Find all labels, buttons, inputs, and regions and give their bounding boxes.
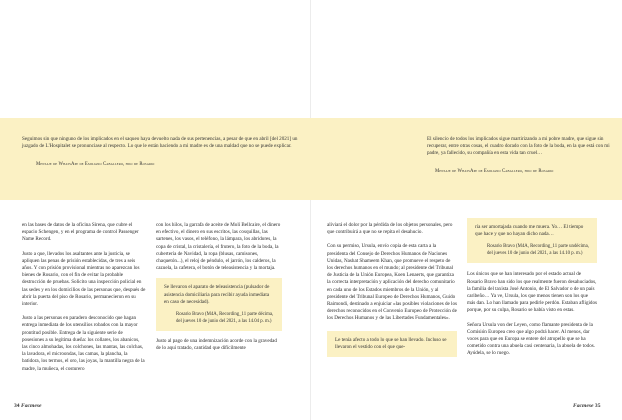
right-inset-top-signature: Rosario Bravo (M4A, Recording_11 parte undécima, del jueves 10 de junio del 2021, a las 14.10 p. m.)	[487, 244, 589, 257]
left-col2-paragraph: Justo al pago de una indemnización acorde con la gravedad de lo aquí tratado, cantidad que difícilmente	[156, 338, 277, 352]
left-column-2	[156, 222, 282, 352]
page-number: 34	[14, 403, 20, 409]
right-column-1	[327, 222, 457, 357]
left-col1-paragraph: Justo a que, llevados los asaltantes ante la justicia, se apliquen las penas de prisión establecidas, de tres a seis años. Y con prisión provisional mientras no aparezcan los bienes de Rosario, con el fin de evitar la probable destrucción de pruebas. Solicito una inspección policial en las sedes y en los domicilios de las personas que, después de abrir la puerta del piso de Rosario, permanecieron en su interior.	[22, 250, 146, 308]
left-quote-signature: Mensaje de WhatsApp de Emiliano Caballero, hijo de Rosario	[36, 162, 155, 167]
left-column-1	[22, 222, 146, 373]
right-col1-paragraph: aliviará el dolor por la pérdida de los objetos personales, pero que contribuirá a que no se repita el desahucio.	[327, 222, 453, 236]
left-inset-signature: Rosario Bravo (M4A, Recording_11 parte décima, del jueves 10 de junio del 2021, a las 14.04 p. m.)	[176, 312, 274, 325]
right-col2-paragraph: Señora Ursula von der Leyen, como flamante presidenta de la Comisión Europea creo que algo podrá hacer. Al menos, dar voces para que en Europa se entere del atropello que se ha cometido contra una abuela casi centenaria, la abuela de todos. Ayúdela, se lo ruego.	[467, 321, 595, 357]
right-footer	[573, 403, 601, 409]
right-inset-quote-box-top	[467, 218, 597, 263]
right-pull-quote-box	[311, 118, 622, 200]
magazine-name: Facmese	[21, 403, 42, 409]
left-footer	[14, 403, 42, 409]
left-inset-text: Se llevaron el aparato de teleasistencia (pulsador de asistencia domiciliaria para recibir ayuda inmediata en caso de necesidad).	[164, 284, 270, 305]
right-quote-signature: Mensaje de WhatsApp de Emiliano Caballero, hijo de Rosario	[435, 169, 554, 174]
right-inset-bottom-text: Le tenía afecto a todo lo que se han llevado. Incluso se llevaron el vestido con el que que-	[335, 336, 447, 350]
left-col1-paragraph: Justo a las personas en paradero desconocido que hagan entrega inmediata de los utensilios robados con la mayor prontitud posible. Entrega de la siguiente serie de posesiones a su legítima dueña: los collares, los abanicos, las cinco almohadas, los colchones, las mantas, las colchas, la lavadora, el microondas, las camas, la plancha, la batidora, los termos, el oro, las joyas, la mantilla negra de la madre, la muñeca, el costurero	[22, 315, 145, 372]
right-inset-quote-box-bottom	[327, 331, 457, 357]
page-number: 35	[594, 403, 601, 409]
right-inset-top-text: ría ser amortajada cuando me muera. Yo… El tiempo que hace y que no hayan dicho nada…	[475, 224, 584, 238]
right-col2-paragraph: Los únicos que se han interesado por el estado actual de Rosario Bravo han sido los que realmente fueron desahuciados, la familia del taxista José Antonio, de El Salvador o de un país caribeño… Ya ve, Ursula, los que menos tienen son los que más dan. Lo han llamado para pedirle perdón. Estaban afligidos porque, por su culpa, Rosario se había visto en estas.	[467, 271, 597, 314]
magazine-name: Facmese	[573, 403, 594, 409]
right-quote-text: El silencio de todos los implicados sigue martirizando a mi pobre madre, que sigue sin recuperar, entre otras cosas, el cuadro dorado con la foto de la boda, en la que está con mi padre, ya fallecido, su compañía en esta vida tan cruel…	[427, 136, 610, 156]
left-col2-paragraph: con los hilos, la garrafa de aceite de Molí Bellcaire, el dinero en efectivo, el dinero en sus escritos, las cosquillas, las sartenes, los vasos, el teléfono, la lámpara, los abridores, la copa de cristal, la cristalería, el frutero, la foto de la boda, la cubertería de Navidad, la ropa (blusas, camisones, chaquetón...), el reloj de péndulo, el jarrón, los calderos, la cazuela, la cafetera, el botón de teleasistencia y la mortaja.	[156, 222, 281, 272]
right-column-2	[467, 218, 597, 358]
left-quote-text: Seguimos sin que ninguno de los implicados en el saqueo haya devuelto nada de sus pertenencias, a pesar de que en abril [del 2021] un juzgado de L'Hospitalet se pronunciase al respecto. Lo que le están haciendo a mi madre es de una maldad que no se puede explicar.	[22, 136, 298, 149]
left-pull-quote-box	[0, 118, 311, 200]
right-page	[311, 0, 622, 420]
right-col1-paragraph: Con su permiso, Ursula, envío copia de esta carta a la presidenta del Consejo de Derechos Humanos de Naciones Unidas, Nashat Shameem Khan, que promueve el respeto de los derechos humanos en el mundo; al presidente del Tribunal de Justicia de la Unión Europea, Koen Lenaerts, que garantiza la correcta interpretación y aplicación del derecho comunitario en cada uno de los Estados miembros de la Unión, y al presidente del Tribunal Europeo de Derechos Humanos, Guido Raimondi, destinado a enjuiciar «las posibles violaciones de los derechos reconocidos en el Convenio Europeo de Protección de los Derechos Humanos y de las Libertades Fundamentales».	[327, 243, 458, 322]
left-inset-quote-box	[156, 278, 282, 331]
left-col1-paragraph: en las bases de datos de la oficina Sirena, que cubre el espacio Schengen, y en el programa de control Passenger Name Record.	[22, 222, 139, 243]
